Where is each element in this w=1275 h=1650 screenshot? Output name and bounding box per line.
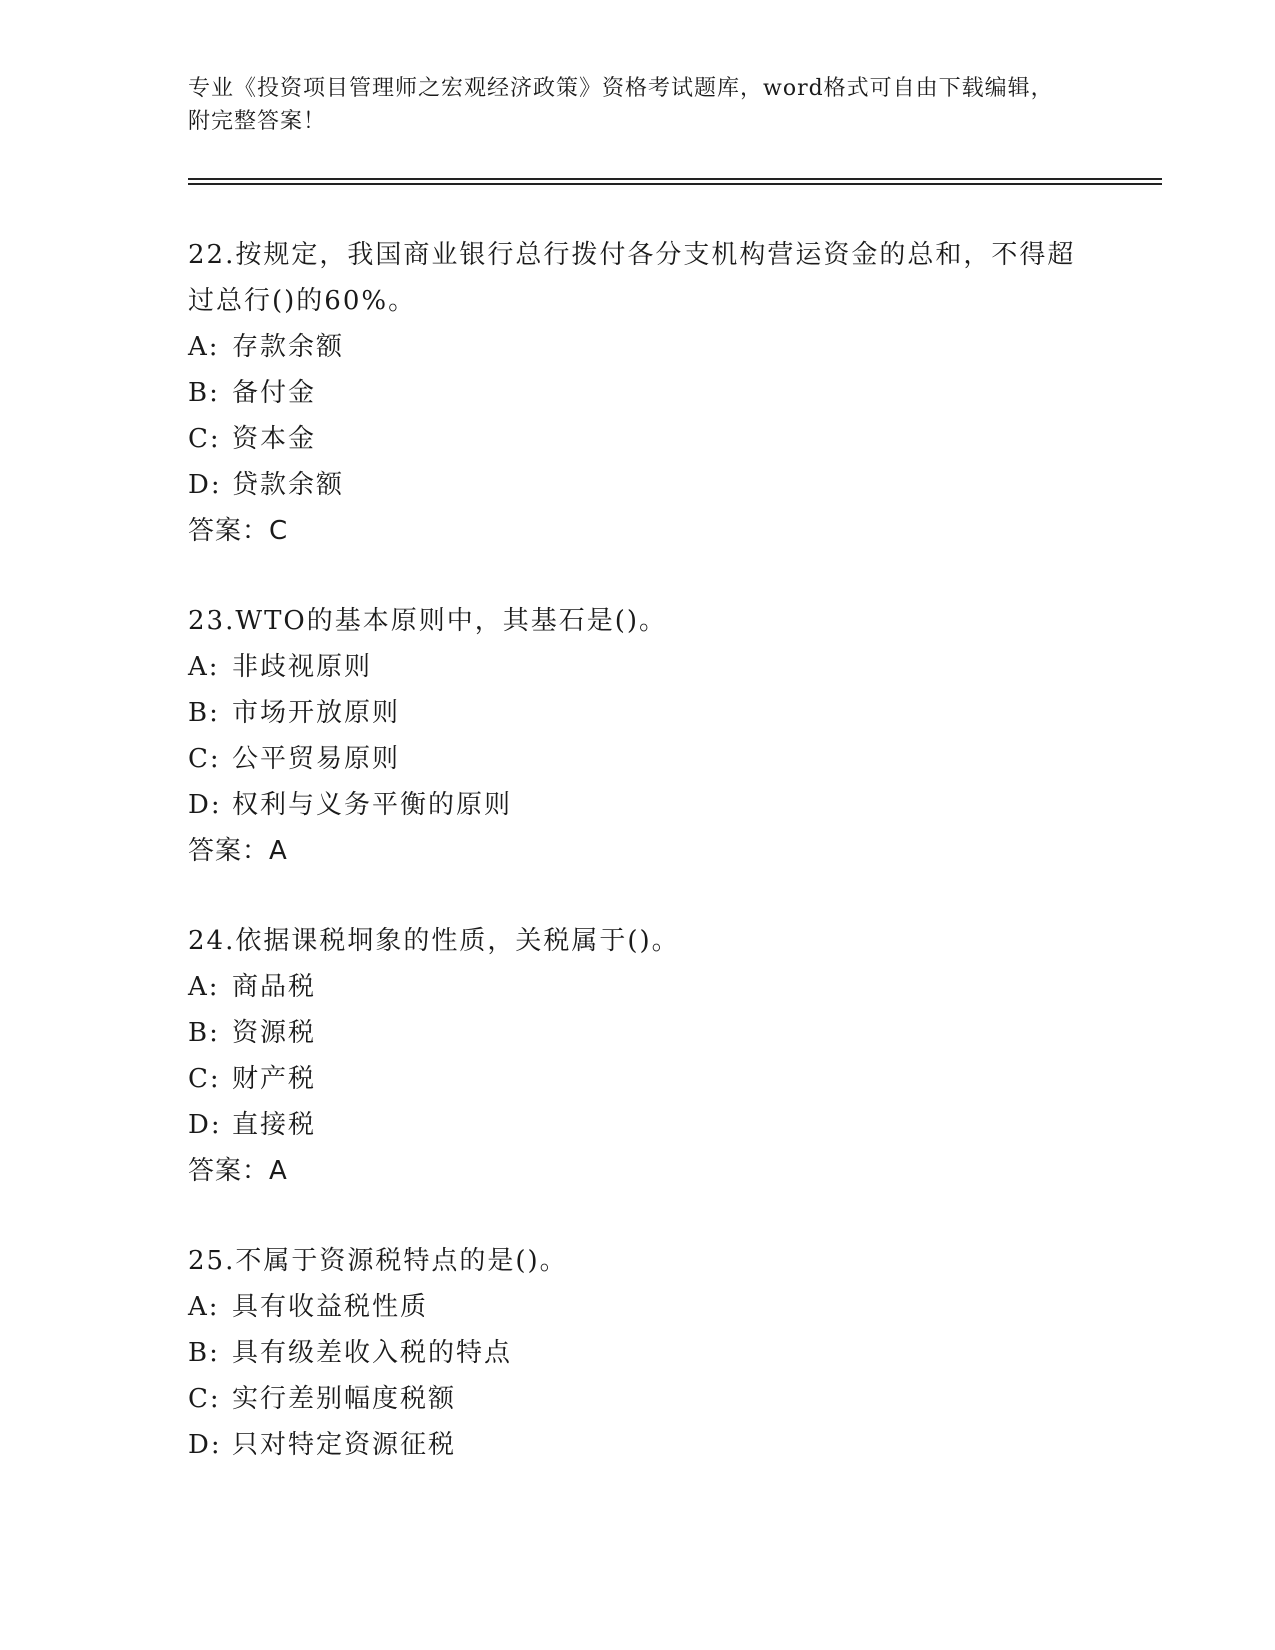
option-b — [188, 1330, 1088, 1376]
option-c — [188, 416, 1088, 462]
answer: 答案：A — [188, 836, 288, 866]
option-a — [188, 644, 1088, 690]
option-key: B: — [188, 1338, 220, 1368]
question-stem: 25.不属于资源税特点的是()。 — [188, 1246, 568, 1276]
option-text: 具有收益税性质 — [232, 1292, 429, 1322]
question-25 — [188, 1238, 1088, 1468]
option-key: A: — [188, 652, 220, 682]
option-text: 财产税 — [232, 1064, 317, 1094]
option-text: 只对特定资源征税 — [232, 1430, 457, 1460]
option-key: C: — [188, 1384, 221, 1414]
option-text: 具有级差收入税的特点 — [232, 1338, 513, 1368]
option-key: D: — [188, 790, 222, 820]
option-key: D: — [188, 470, 222, 500]
option-key: B: — [188, 698, 220, 728]
option-key: C: — [188, 744, 221, 774]
option-text: 资源税 — [232, 1018, 317, 1048]
header-text: 专业《投资项目管理师之宏观经济政策》资格考试题库，word格式可自由下载编辑，附完整答案！ — [188, 76, 1054, 134]
option-key: C: — [188, 424, 221, 454]
option-text: 非歧视原则 — [232, 652, 373, 682]
option-text: 权利与义务平衡的原则 — [232, 790, 513, 820]
option-key: B: — [188, 1018, 220, 1048]
option-text: 实行差别幅度税额 — [232, 1384, 457, 1414]
header-divider-top — [188, 178, 1162, 180]
option-text: 资本金 — [232, 424, 317, 454]
option-key: D: — [188, 1430, 222, 1460]
option-a — [188, 964, 1088, 1010]
option-a — [188, 1284, 1088, 1330]
option-d — [188, 782, 1088, 828]
option-text: 贷款余额 — [232, 470, 345, 500]
option-d — [188, 1102, 1088, 1148]
option-d — [188, 462, 1088, 508]
option-key: A: — [188, 332, 220, 362]
option-b — [188, 1010, 1088, 1056]
option-b — [188, 370, 1088, 416]
option-text: 直接税 — [232, 1110, 317, 1140]
option-key: A: — [188, 1292, 220, 1322]
document-header — [188, 72, 1068, 138]
option-key: A: — [188, 972, 220, 1002]
option-text: 公平贸易原则 — [232, 744, 401, 774]
answer: 答案：A — [188, 1156, 288, 1186]
question-stem: 23.WTO的基本原则中，其基石是()。 — [188, 606, 668, 636]
answer: 答案：C — [188, 516, 289, 546]
option-d — [188, 1422, 1088, 1468]
option-key: B: — [188, 378, 220, 408]
option-key: C: — [188, 1064, 221, 1094]
question-stem: 22.按规定，我国商业银行总行拨付各分支机构营运资金的总和，不得超过总行()的60%。 — [188, 240, 1076, 316]
question-24 — [188, 918, 1088, 1194]
option-text: 市场开放原则 — [232, 698, 401, 728]
question-23 — [188, 598, 1088, 874]
option-text: 备付金 — [232, 378, 317, 408]
question-22 — [188, 232, 1088, 554]
option-c — [188, 1056, 1088, 1102]
question-stem: 24.依据课税坰象的性质，关税属于()。 — [188, 926, 680, 956]
option-a — [188, 324, 1088, 370]
header-divider-bottom — [188, 183, 1162, 185]
option-text: 商品税 — [232, 972, 317, 1002]
option-c — [188, 1376, 1088, 1422]
option-key: D: — [188, 1110, 222, 1140]
option-text: 存款余额 — [232, 332, 345, 362]
option-b — [188, 690, 1088, 736]
option-c — [188, 736, 1088, 782]
